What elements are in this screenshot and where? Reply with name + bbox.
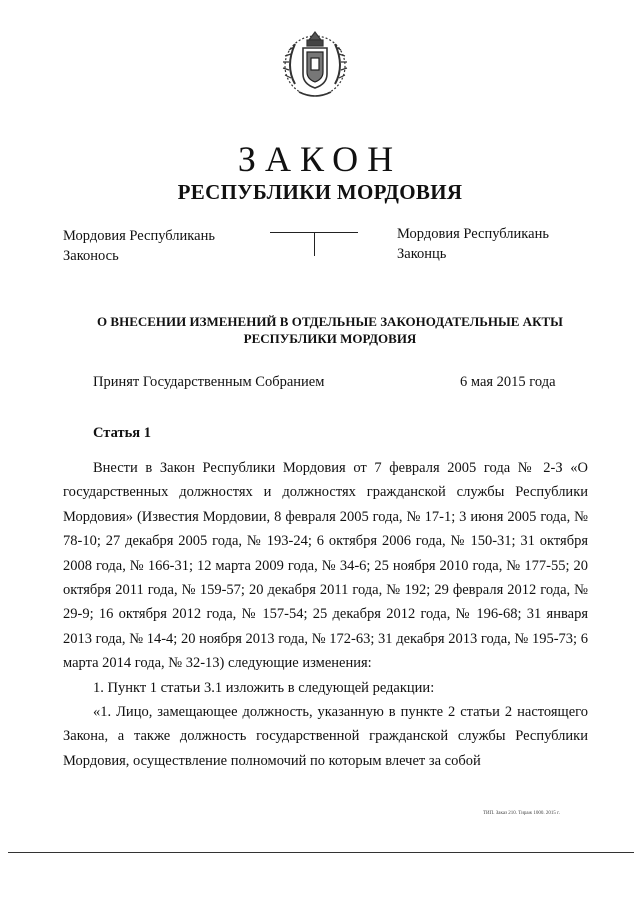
erzya-header-right: [397, 224, 549, 264]
article-body: [63, 456, 588, 773]
right-header-line-1: Мордовия Республикань: [397, 226, 549, 242]
document-title: ЗАКОН: [237, 139, 403, 179]
page-bottom-line: [8, 852, 634, 853]
paragraph-3: «1. Лицо, замещающее должность, указанную в пункте 2 статьи 2 настоящего Закона, а также должность государственной гражданской службы Республики Мордовия, осуществление полномочий по которым влечет за собой: [63, 704, 588, 769]
law-title-line-1: О ВНЕСЕНИИ ИЗМЕНЕНИЙ В ОТДЕЛЬНЫЕ ЗАКОНОДАТЕЛЬНЫЕ АКТЫ: [97, 314, 563, 329]
adopted-by: Принят Государственным Собранием: [93, 374, 325, 390]
coat-of-arms-emblem: [273, 22, 357, 106]
registration-divider: [314, 232, 315, 256]
left-header-line-2: Законось: [63, 248, 119, 264]
document-subtitle: РЕСПУБЛИКИ МОРДОВИЯ: [177, 180, 463, 204]
law-title: [60, 313, 600, 347]
law-title-line-2: РЕСПУБЛИКИ МОРДОВИЯ: [243, 331, 417, 346]
print-code: ТИП. Заказ 210. Тираж 1000. 2015 г.: [483, 811, 560, 816]
paragraph-1: Внести в Закон Республики Мордовия от 7 февраля 2005 года № 2-З «О государственных должностях и должностях гражданской службы Республики Мордовия» (Известия Мордовии, 8 февраля 2005 года, № 17-1; 3 июня 2005 года, № 78-10; 27 декабря 2005 года, № 193-24; 6 октября 2006 года, № 150-31; 31 октября 2008 года, № 166-31; 12 марта 2009 года, № 34-6; 25 ноября 2010 года, № 177-55; 20 октября 2011 года, № 159-57; 20 декабря 2011 года, № 192; 29 февраля 2012 года, № 29-9; 16 октября 2012 года, № 157-54; 25 декабря 2012 года, № 196-68; 31 января 2013 года, № 14-4; 20 ноября 2013 года, № 172-63; 31 декабря 2013 года, № 195-73; 6 марта 2014 года, № 32-13) следующие изменения:: [63, 460, 588, 672]
left-header-line-1: Мордовия Республикань: [63, 228, 215, 244]
article-heading: Статья 1: [93, 425, 151, 441]
adopted-date: 6 мая 2015 года: [460, 374, 556, 390]
moksha-header-left: [63, 226, 215, 266]
right-header-line-2: Законць: [397, 246, 447, 262]
paragraph-2: 1. Пункт 1 статьи 3.1 изложить в следующей редакции:: [93, 679, 435, 696]
